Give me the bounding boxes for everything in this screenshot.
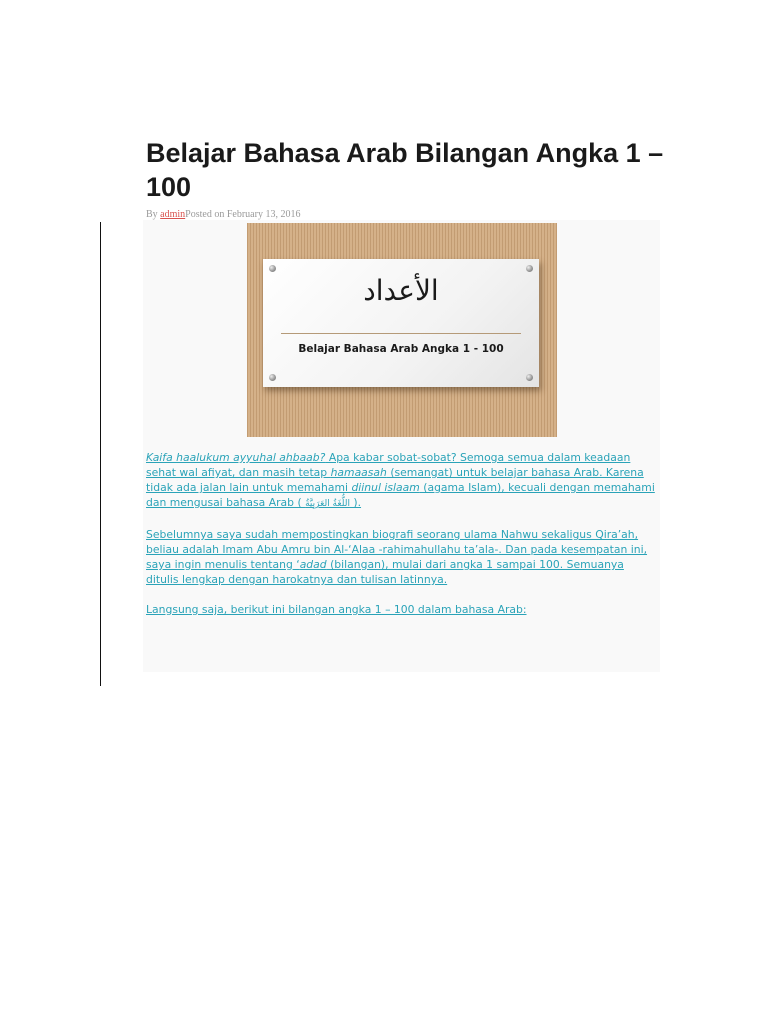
paragraph-link[interactable]: hamaasah xyxy=(330,466,387,479)
paragraph-link[interactable]: (bilangan), mulai dari angka 1 sampai 100. Semuanya ditulis lengkap dengan harokatnya dan tulisan latinnya. xyxy=(146,558,624,586)
paragraph-lead-in xyxy=(146,602,656,617)
paragraph-link[interactable]: adad xyxy=(299,558,327,571)
margin-divider xyxy=(100,222,101,686)
paragraph-link[interactable]: ). xyxy=(349,496,362,509)
sign-caption: Belajar Bahasa Arab Angka 1 - 100 xyxy=(298,343,504,355)
paragraph-link[interactable]: diinul islaam xyxy=(351,481,420,494)
paragraph-link[interactable]: اللُّغَةُ العَرَبِيَّةُ xyxy=(305,499,350,509)
article-body xyxy=(146,450,656,632)
paragraph-link[interactable]: (agama Islam), kecuali dengan memahami dan mengusai bahasa Arab ( xyxy=(146,481,655,509)
featured-image xyxy=(247,223,557,437)
screw-icon xyxy=(526,374,533,381)
article-content xyxy=(143,220,660,672)
article-title: Belajar Bahasa Arab Bilangan Angka 1 – 100 xyxy=(146,138,664,202)
paragraph-link[interactable]: (semangat) untuk belajar bahasa Arab. Karena tidak ada jalan lain untuk memahami xyxy=(146,466,644,494)
screw-icon xyxy=(269,374,276,381)
paragraph-link[interactable]: Kaifa haalukum ayyuhal ahbaab? xyxy=(146,451,326,464)
post-date: Posted on February 13, 2016 xyxy=(185,209,301,220)
paragraph-link[interactable]: Sebelumnya saya sudah mempostingkan biografi seorang ulama Nahwu sekaligus Qira’ah, beliau adalah Imam Abu Amru bin Al-‘Alaa -rahimahullahu ta’ala-. Dan pada kesempatan ini, saya ingin menulis tentang ‘ xyxy=(146,528,648,571)
paragraph-intro xyxy=(146,450,656,512)
author-link[interactable]: admin xyxy=(160,209,186,220)
paragraph-link[interactable]: Langsung saja, berikut ini bilangan angka 1 – 100 dalam bahasa Arab: xyxy=(146,603,527,616)
paragraph-link[interactable]: Apa kabar sobat-sobat? Semoga semua dalam keadaan sehat wal afiyat, dan masih tetap xyxy=(146,451,631,479)
sign-board xyxy=(263,259,539,387)
byline-prefix: By xyxy=(146,209,161,220)
sign-arabic-heading: الأعداد xyxy=(363,274,439,307)
paragraph-background xyxy=(146,527,656,587)
sign-divider xyxy=(281,333,521,334)
